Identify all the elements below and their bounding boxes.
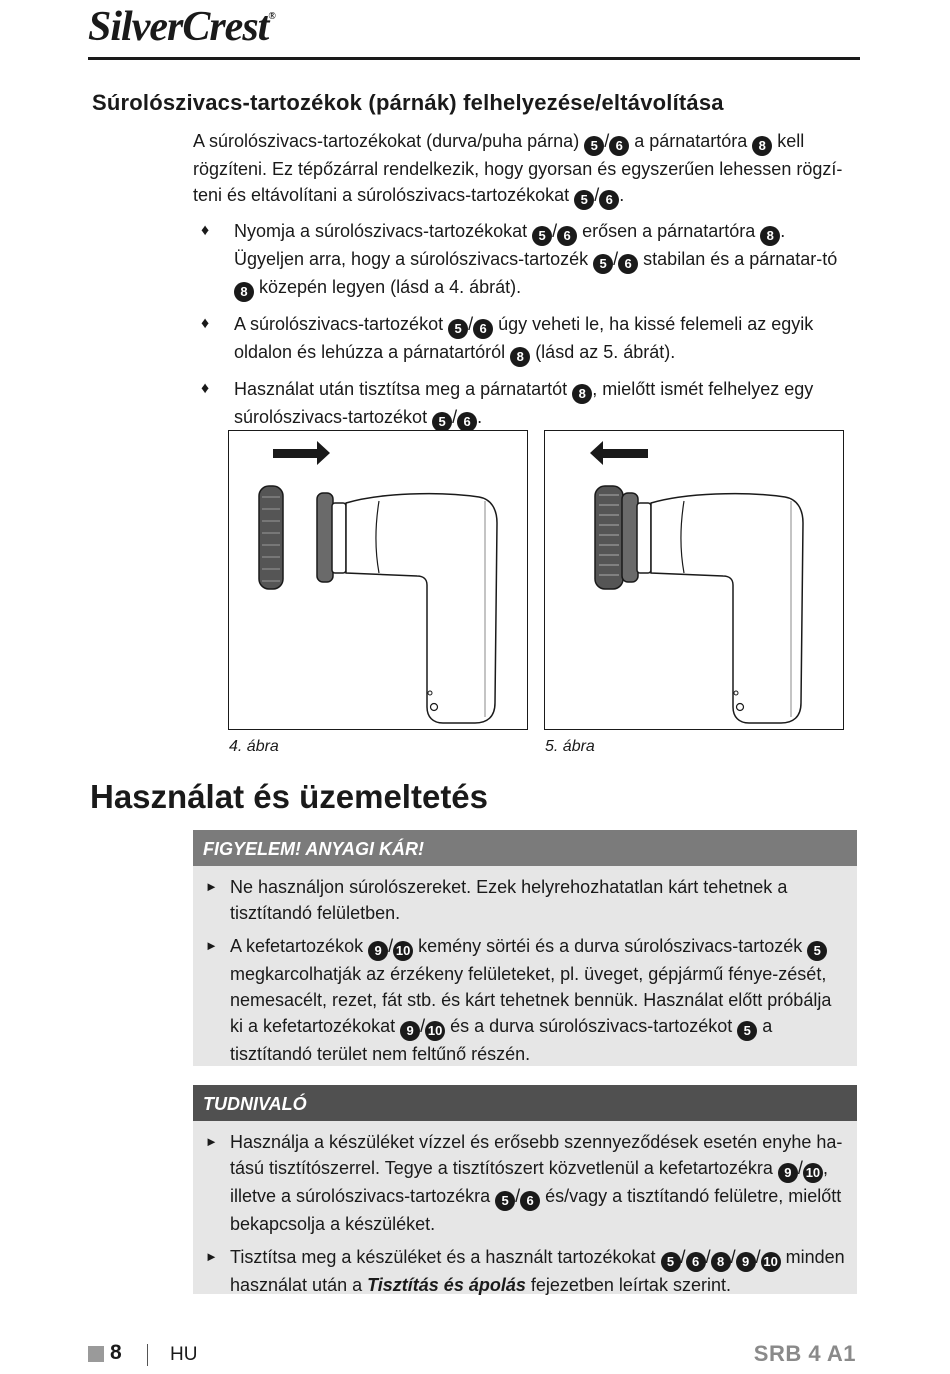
brand-registered-mark: ® bbox=[268, 11, 275, 22]
pad-holder bbox=[317, 493, 346, 582]
section-title: Súrolószivacs-tartozékok (párnák) felhelyezése/eltávolítása bbox=[92, 90, 724, 115]
diamond-bullet-icon: ♦ bbox=[201, 315, 210, 332]
triangle-bullet-icon: ► bbox=[205, 879, 218, 894]
list-item: ♦ Használat után tisztítsa meg a párnatartót 8 , mielőtt ismét felhelyez egy súrolószivacs-tartozékot 5 / 6 . bbox=[193, 376, 858, 432]
warning-title: FIGYELEM! ANYAGI KÁR! bbox=[193, 830, 857, 866]
brand-logo bbox=[88, 6, 275, 48]
note-box bbox=[193, 1085, 857, 1294]
arrow-left-icon bbox=[590, 441, 648, 465]
arrow-right-icon bbox=[273, 441, 330, 465]
pad-holder bbox=[622, 493, 651, 582]
list-item: ► Használja a készüléket vízzel és erősebb szennyeződések esetén enyhe ha-tású tisztítószerrel. Tegye a tisztítószert közvetlenül a kefetartozékra 9 / 10 , illetve a súrolószivacs-tartozékra 5 / 6 és/vagy a tisztítandó felületre, mielőtt bekapcsolja a készüléket. bbox=[203, 1129, 847, 1237]
diamond-bullet-icon: ♦ bbox=[201, 380, 210, 397]
device-remove-illustration bbox=[545, 431, 843, 729]
intro-paragraph: A súrolószivacs-tartozékokat (durva/puha párna) 5 / 6 a párnatartóra 8 kell rögzíteni. Ez tépőzárral rendelkezik, hogy gyorsan és egyszerűen lehessen rögzí-teni és eltávolítani a súrolószivacs-tartozékokat 5 / 6 . bbox=[193, 128, 858, 210]
model-number: SRB 4 A1 bbox=[753, 1341, 856, 1366]
chapter-reference: Tisztítás és ápolás bbox=[367, 1275, 526, 1295]
header-rule bbox=[88, 57, 860, 60]
warning-box bbox=[193, 830, 857, 1066]
device-attach-illustration bbox=[229, 431, 527, 729]
list-item: ► Tisztítsa meg a készüléket és a használt tartozékokat 5 / 6 / 8 / 9 / 10 minden használat után a Tisztítás és ápolás fejezetben leírtak szerint. bbox=[203, 1244, 847, 1298]
ref-6: 6 bbox=[599, 190, 619, 210]
footer-square bbox=[88, 1346, 104, 1362]
chapter-title: Használat és üzemeltetés bbox=[90, 778, 489, 815]
diamond-bullet-icon: ♦ bbox=[201, 222, 210, 239]
language-code: HU bbox=[170, 1344, 198, 1365]
scouring-pad bbox=[595, 486, 623, 589]
list-item: ♦ Nyomja a súrolószivacs-tartozékokat 5 / 6 erősen a párnatartóra 8 . Ügyeljen arra, hogy a súrolószivacs-tartozék 5 / 6 stabilan és a párnatar-tó 8 közepén legyen (lásd a 4. ábrát). bbox=[193, 218, 858, 302]
brand-name: SilverCrest bbox=[88, 4, 269, 50]
device-body bbox=[651, 494, 803, 723]
ref-5: 5 bbox=[574, 190, 594, 210]
figure-5 bbox=[544, 430, 844, 730]
figure-4-caption: 4. ábra bbox=[229, 738, 279, 755]
triangle-bullet-icon: ► bbox=[205, 1249, 218, 1264]
instruction-list bbox=[193, 218, 858, 441]
ref-6: 6 bbox=[609, 136, 629, 156]
list-item: ► A kefetartozékok 9 / 10 kemény sörtéi és a durva súrolószivacs-tartozék 5 megkarcolhatják az érzékeny felületeket, pl. üveget, gépjármű fénye-zését, nemesacélt, rezet, fát stb. és kárt tehetnek bennük. Használat előtt próbálja ki a kefetartozékokat 9 / 10 és a durva súrolószivacs-tartozékot 5 a tisztítandó terület nem feltűnő részén. bbox=[203, 933, 847, 1067]
triangle-bullet-icon: ► bbox=[205, 1134, 218, 1149]
figure-4 bbox=[228, 430, 528, 730]
list-item: ♦ A súrolószivacs-tartozékot 5 / 6 úgy veheti le, ha kissé felemeli az egyik oldalon és lehúzza a párnatartóról 8 (lásd az 5. ábrát). bbox=[193, 311, 858, 367]
ref-5: 5 bbox=[584, 136, 604, 156]
device-body bbox=[346, 494, 497, 723]
figure-5-caption: 5. ábra bbox=[545, 738, 595, 755]
list-item: ► Ne használjon súrolószereket. Ezek helyrehozhatatlan kárt tehetnek a tisztítandó felületben. bbox=[203, 874, 847, 926]
ref-8: 8 bbox=[752, 136, 772, 156]
page-number: 8 bbox=[110, 1341, 122, 1364]
scouring-pad bbox=[259, 486, 283, 589]
note-title: TUDNIVALÓ bbox=[193, 1085, 857, 1121]
triangle-bullet-icon: ► bbox=[205, 938, 218, 953]
footer-separator bbox=[147, 1344, 148, 1366]
